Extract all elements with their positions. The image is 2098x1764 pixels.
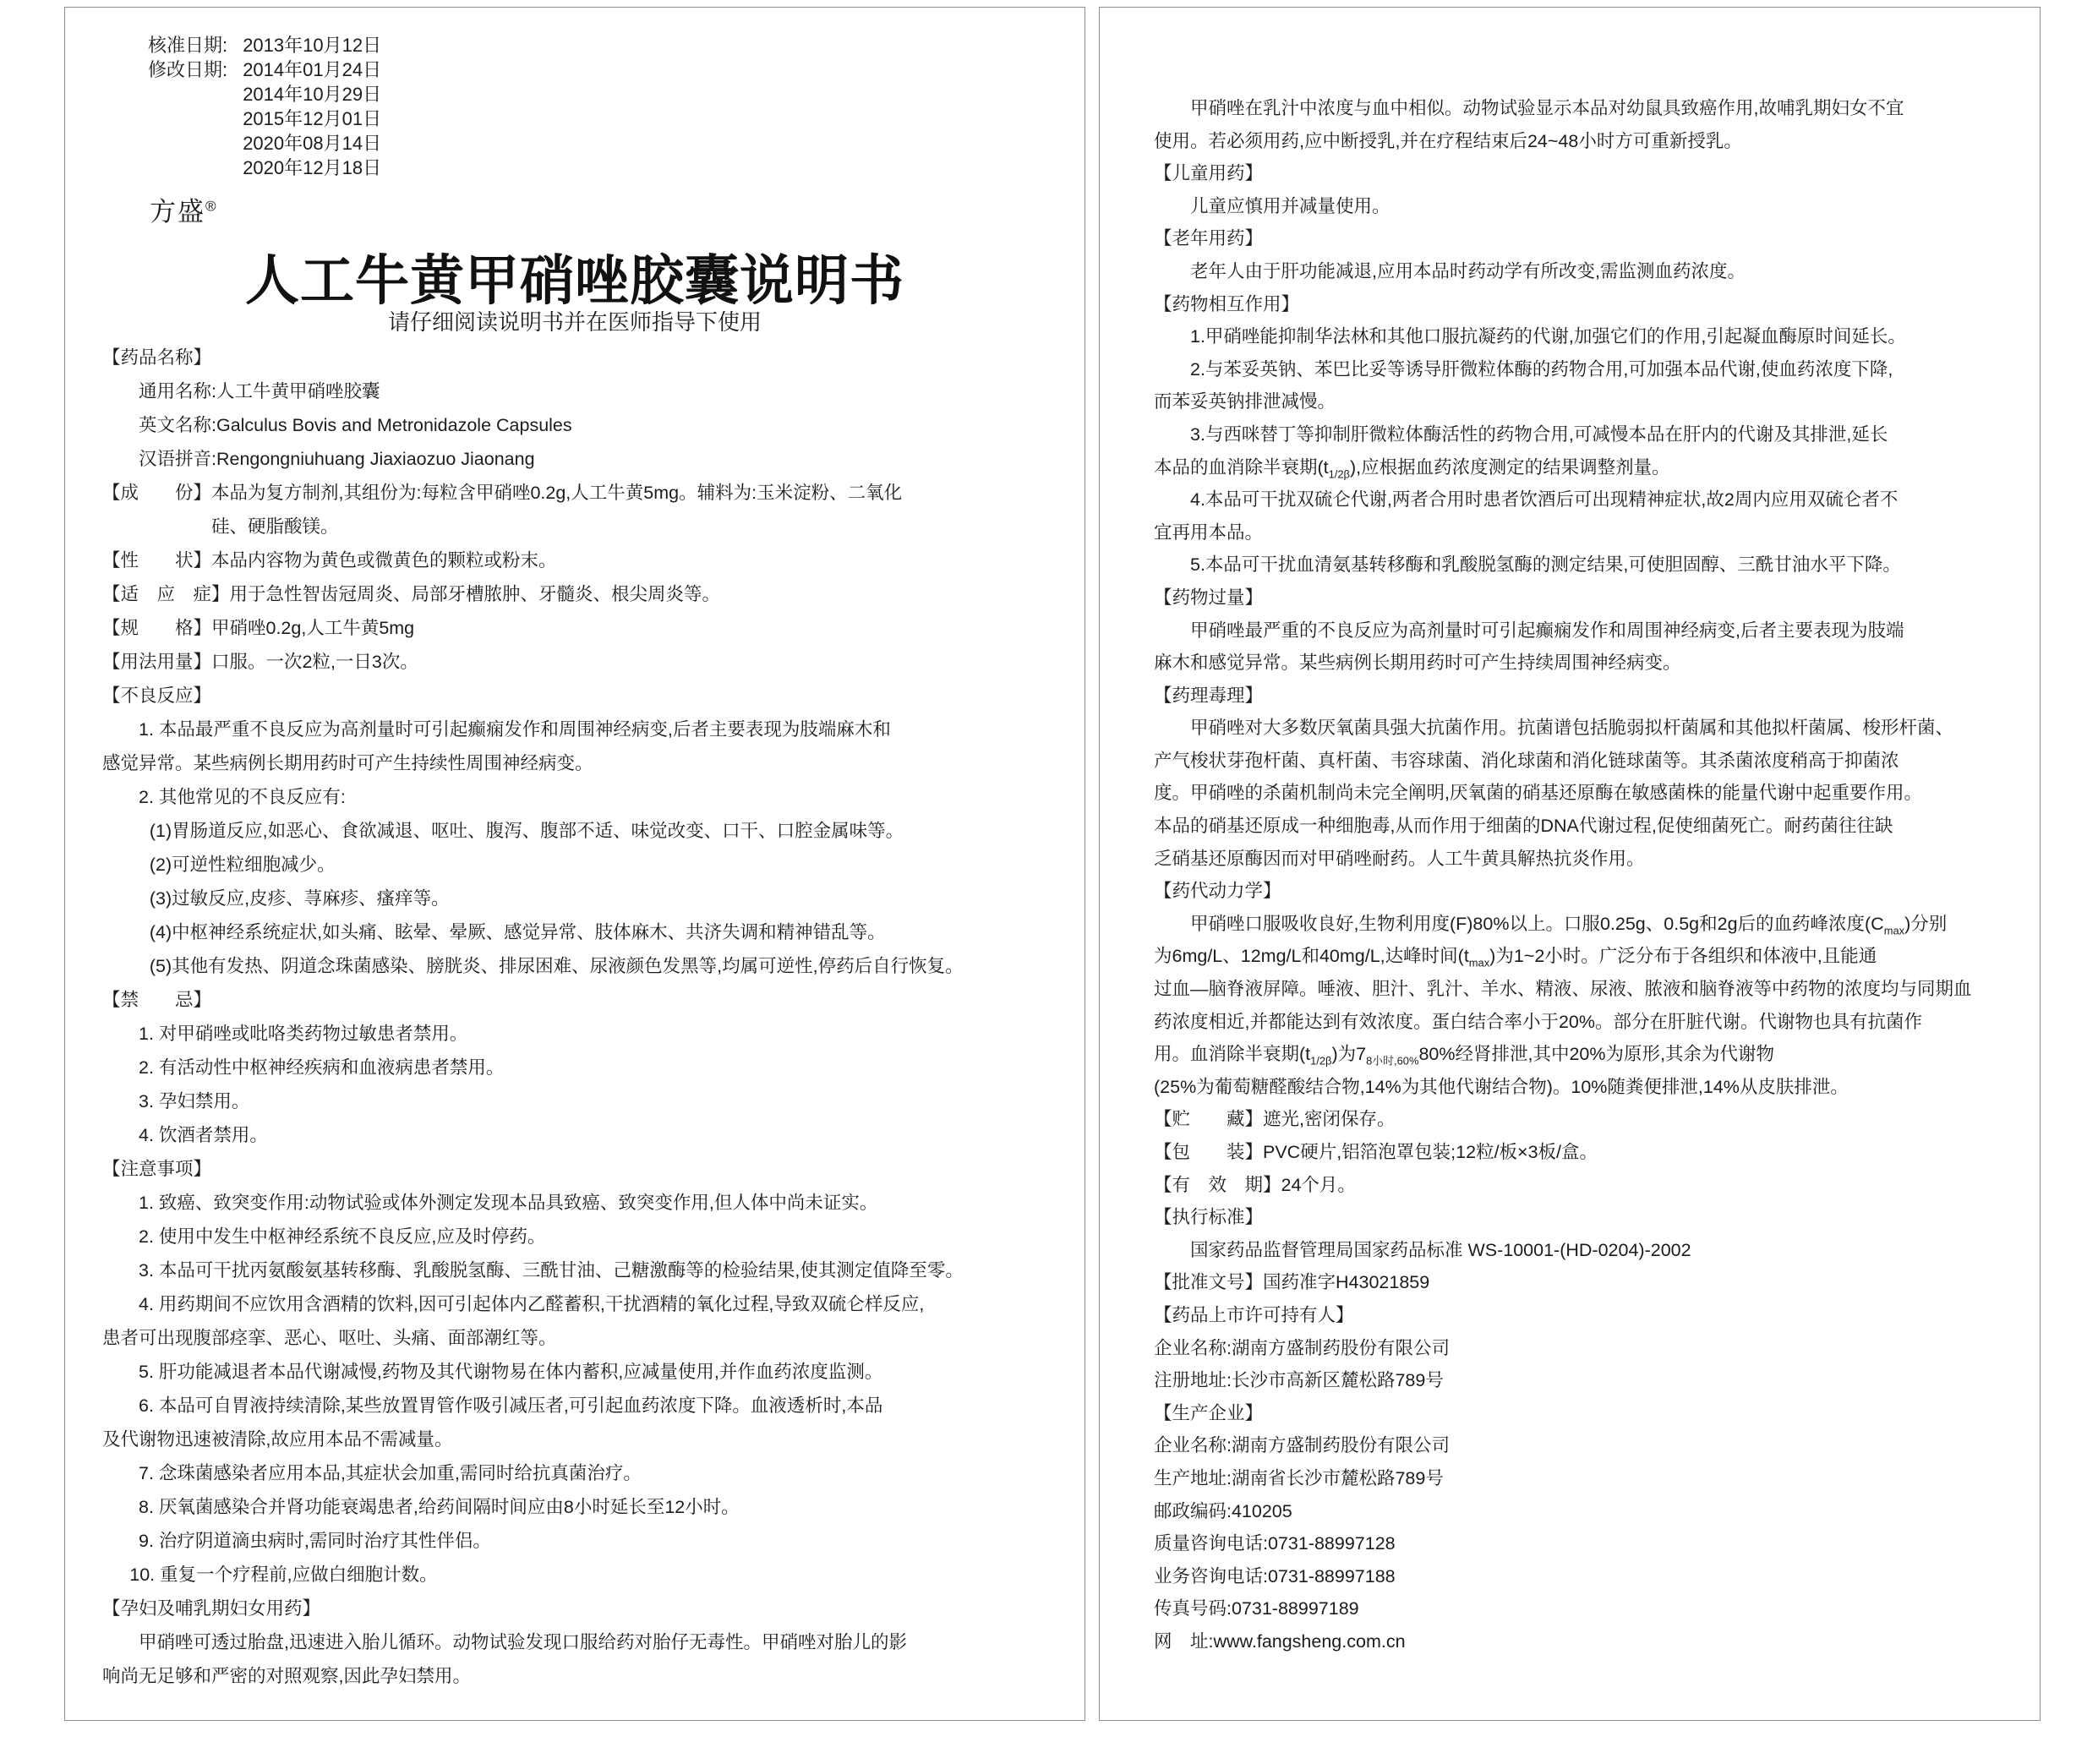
text-line: 4. 用药期间不应饮用含酒精的饮料,因可引起体内乙醛蓄积,干扰酒精的氧化过程,导致双硫仑样反应, [139,1294,925,1314]
text-line: 【禁 忌】 [102,990,212,1010]
brand-logo [150,190,218,228]
text-line: 而苯妥英钠排泄减慢。 [1154,391,1336,412]
date-row [148,131,381,156]
text-line: 邮政编码:410205 [1154,1500,1292,1521]
text-line: (5)其他有发热、阴道念珠菌感染、膀胱炎、排尿困难、尿液颜色发黑等,均属可逆性,停药后自行恢复。 [149,956,964,976]
text-line: 【生产企业】 [1154,1402,1264,1423]
date-row [148,106,381,131]
date-row [148,57,381,82]
text-line: 甲硝唑在乳汁中浓度与血中相似。动物试验显示本品对幼鼠具致癌作用,故哺乳期妇女不宜 [1190,98,1904,118]
text-line: 甲硝唑最严重的不良反应为高剂量时可引起癫痫发作和周围神经病变,后者主要表现为肢端 [1190,620,1904,641]
text-line: 4. 饮酒者禁用。 [139,1125,268,1145]
text-line: 【药品上市许可持有人】 [1154,1304,1354,1325]
approval-dates [148,33,381,180]
text-line: 1. 对甲硝唑或吡咯类药物过敏患者禁用。 [139,1024,468,1044]
text-line: 3. 本品可干扰丙氨酸氨基转移酶、乳酸脱氢酶、三酰甘油、己糖激酶等的检验结果,使其测定值降至零。 [139,1260,964,1281]
text-line: (25%为葡萄糖醛酸结合物,14%为其他代谢结合物)。10%随粪便排泄,14%从皮肤排泄。 [1154,1076,1849,1097]
text-line: 【孕妇及哺乳期妇女用药】 [102,1598,321,1619]
text-line: 药浓度相近,并都能达到有效浓度。蛋白结合率小于20%。部分在肝脏代谢。代谢物也具有抗菌作 [1154,1011,1923,1032]
date-row [148,156,381,180]
date-value: 2020年12月18日 [243,157,382,178]
page-right [1099,7,2041,1721]
text-line: 及代谢物迅速被清除,故应用本品不需减量。 [102,1429,453,1450]
text-line: 【有 效 期】24个月。 [1154,1174,1356,1195]
text-line: 2.与苯妥英钠、苯巴比妥等诱导肝微粒体酶的药物合用,可加强本品代谢,使血药浓度下降, [1190,358,1893,380]
text-line: 患者可出现腹部痉挛、恶心、呕吐、头痛、面部潮红等。 [102,1328,557,1348]
text-line: 【执行标准】 [1154,1207,1264,1228]
text-line: 【批准文号】国药准字H43021859 [1154,1272,1430,1293]
text-line: 注册地址:长沙市高新区麓松路789号 [1154,1370,1444,1391]
text-line: 感觉异常。某些病例长期用药时可产生持续性周围神经病变。 [102,753,593,773]
text-line: 乏硝基还原酶因而对甲硝唑耐药。人工牛黄具解热抗炎作用。 [1154,848,1645,869]
date-value: 2015年12月01日 [243,108,382,129]
text-line: 【包 装】PVC硬片,铝箔泡罩包装;12粒/板×3板/盒。 [1154,1142,1598,1162]
text-line: 甲硝唑口服吸收良好,生物利用度(F)80%以上。口服0.25g、0.5g和2g后的血药峰浓度$(C_{max})$分别 [1190,913,1948,937]
text-line: 通用名称:人工牛黄甲硝唑胶囊 [139,381,380,401]
text-line: 【药物相互作用】 [1154,293,1300,314]
text-line: 【注意事项】 [102,1159,212,1179]
text-line: 【药品名称】 [102,347,212,368]
text-line: 10. 重复一个疗程前,应做白细胞计数。 [129,1565,438,1585]
registered-trademark-mark: ® [205,198,218,215]
text-line: 【药代动力学】 [1154,881,1281,902]
text-line: (1)胃肠道反应,如恶心、食欲减退、呕吐、腹泻、腹部不适、味觉改变、口干、口腔金属味等。 [149,821,904,841]
text-line: 质量咨询电话:0731-88997128 [1154,1533,1396,1554]
text-line: 业务咨询电话:0731-88997188 [1154,1565,1396,1587]
text-line: 过血—脑脊液屏障。唾液、胆汁、乳汁、羊水、精液、尿液、脓液和脑脊液等中药物的浓度均与同期血 [1154,979,1972,1000]
text-line: (2)可逆性粒细胞减少。 [149,855,336,875]
text-line: 【儿童用药】 [1154,163,1264,184]
page-left [64,7,1085,1721]
text-line: 9. 治疗阴道滴虫病时,需同时治疗其性伴侣。 [139,1531,491,1551]
text-line: 【贮 藏】遮光,密闭保存。 [1154,1109,1396,1130]
text-line: 【适 应 症】用于急性智齿冠周炎、局部牙槽脓肿、牙髓炎、根尖周炎等。 [102,584,721,604]
text-line: 【药物过量】 [1154,587,1264,608]
text-line: 6. 本品可自胃液持续清除,某些放置胃管作吸引减压者,可引起血药浓度下降。血液透析时,本品 [139,1395,883,1416]
text-line: 度。甲硝唑的杀菌机制尚未完全阐明,厌氧菌的硝基还原酶在敏感菌株的能量代谢中起重要作用。 [1154,783,1922,804]
text-line: 4.本品可干扰双硫仑代谢,两者合用时患者饮酒后可出现精神症状,故2周内应用双硫仑者不 [1190,489,1899,511]
text-line: 国家药品监督管理局国家药品标准 WS-10001-(HD-0204)-2002 [1190,1239,1691,1260]
leaflet-body-left [102,341,1052,1693]
text-line: 1.甲硝唑能抑制华法林和其他口服抗凝药的代谢,加强它们的作用,引起凝血酶原时间延长。 [1190,326,1906,347]
text-line: 企业名称:湖南方盛制药股份有限公司 [1154,1337,1450,1358]
text-line: 老年人由于肝功能减退,应用本品时药动学有所改变,需监测血药浓度。 [1190,260,1746,281]
date-value: 2014年10月29日 [243,84,382,105]
date-label: 核准日期: [148,35,228,56]
text-line: 8. 厌氧菌感染合并肾功能衰竭患者,给药间隔时间应由8小时延长至12小时。 [139,1497,740,1517]
text-line: 本品的血消除半衰期$(t_{1/2\beta})$,应根据血药浓度测定的结果调整剂量。 [1154,456,1670,480]
text-line: 3.与西咪替丁等抑制肝微粒体酶活性的药物合用,可减慢本品在肝内的代谢及其排泄,延长 [1190,423,1888,445]
text-line: 5. 肝功能减退者本品代谢减慢,药物及其代谢物易在体内蓄积,应减量使用,并作血药浓度监测。 [139,1362,883,1382]
text-line: 甲硝唑对大多数厌氧菌具强大抗菌作用。抗菌谱包括脆弱拟杆菌属和其他拟杆菌属、梭形杆菌、 [1190,718,1954,739]
text-line: 甲硝唑可透过胎盘,迅速进入胎儿循环。动物试验发现口服给药对胎仔无毒性。甲硝唑对胎儿的影 [139,1632,907,1652]
text-line: 【药理毒理】 [1154,685,1264,706]
text-line: 2. 使用中发生中枢神经系统不良反应,应及时停药。 [139,1226,546,1247]
brand-name: 方盛 [150,197,205,227]
text-line: 响尚无足够和严密的对照观察,因此孕妇禁用。 [102,1666,471,1686]
text-line: 本品的硝基还原成一种细胞毒,从而作用于细菌的DNA代谢过程,促使细菌死亡。耐药菌往往缺 [1154,816,1893,837]
text-line: 3. 孕妇禁用。 [139,1091,250,1111]
text-line: (4)中枢神经系统症状,如头痛、眩晕、晕厥、感觉异常、肢体麻木、共济失调和精神错乱等。 [149,922,886,942]
text-line: 生产地址:湖南省长沙市麓松路789号 [1154,1467,1444,1488]
text-line: 传真号码:0731-88997189 [1154,1598,1359,1619]
text-line: 用。血消除半衰期$(t_{1/2\beta})$为$7_{8小时,60\%}80\%$经肾排泄,其中20%为原形,其余为代谢物 [1154,1044,1774,1068]
text-line: 2. 有活动性中枢神经疾病和血液病患者禁用。 [139,1057,505,1078]
text-line: 1. 致癌、致突变作用:动物试验或体外测定发现本品具致癌、致突变作用,但人体中尚未证实。 [139,1193,878,1213]
text-line: 汉语拼音:Rengongniuhuang Jiaxiaozuo Jiaonang [139,449,535,469]
text-line: 【用法用量】口服。一次2粒,一日3次。 [102,652,418,672]
text-line: 网 址:www.fangsheng.com.cn [1154,1630,1406,1652]
leaflet-body-right [1154,92,1992,1658]
text-line: 7. 念珠菌感染者应用本品,其症状会加重,需同时给抗真菌治疗。 [139,1463,642,1483]
text-line: 【成 份】本品为复方制剂,其组份为:每粒含甲硝唑0.2g,人工牛黄5mg。辅料为:玉米淀粉、二氧化 [102,483,903,503]
text-line: 1. 本品最严重不良反应为高剂量时可引起癫痫发作和周围神经病变,后者主要表现为肢端麻木和 [139,719,891,740]
text-line: 使用。若必须用药,应中断授乳,并在疗程结束后24~48小时方可重新授乳。 [1154,130,1742,151]
text-line: 产气梭状芽孢杆菌、真杆菌、韦容球菌、消化球菌和消化链球菌等。其杀菌浓度稍高于抑菌浓 [1154,750,1899,771]
date-label: 修改日期: [148,59,228,80]
text-line: 为6mg/L、12mg/L和40mg/L,达峰时间$(t_{max})$为1~2小时。广泛分布于各组织和体液中,且能通 [1154,946,1877,969]
date-row [148,33,381,57]
text-line: 【老年用药】 [1154,228,1264,249]
text-line: 宜再用本品。 [1154,522,1264,543]
text-line: (3)过敏反应,皮疹、荨麻疹、瘙痒等。 [149,888,450,909]
text-line: 【性 状】本品内容物为黄色或微黄色的颗粒或粉末。 [102,550,557,571]
leaflet-title: 人工牛黄甲硝唑胶囊说明书 [245,250,904,311]
text-line: 儿童应慎用并减量使用。 [1190,195,1390,216]
date-value: 2014年01月24日 [243,59,382,80]
text-line: 企业名称:湖南方盛制药股份有限公司 [1154,1435,1450,1456]
text-line: 【规 格】甲硝唑0.2g,人工牛黄5mg [102,618,415,638]
text-line: 2. 其他常见的不良反应有: [139,787,346,807]
leaflet-subtitle: 请仔细阅读说明书并在医师指导下使用 [387,309,762,335]
text-line: 麻木和感觉异常。某些病例长期用药时可产生持续周围神经病变。 [1154,653,1681,674]
text-line: 英文名称:Galculus Bovis and Metronidazole Capsules [139,415,572,435]
date-value: 2020年08月14日 [243,133,382,154]
date-value: 2013年10月12日 [243,35,382,56]
date-row [148,82,381,106]
text-line: 【不良反应】 [102,685,212,706]
text-line: 5.本品可干扰血清氨基转移酶和乳酸脱氢酶的测定结果,可使胆固醇、三酰甘油水平下降。 [1190,554,1901,576]
text-line: 硅、硬脂酸镁。 [211,516,339,537]
